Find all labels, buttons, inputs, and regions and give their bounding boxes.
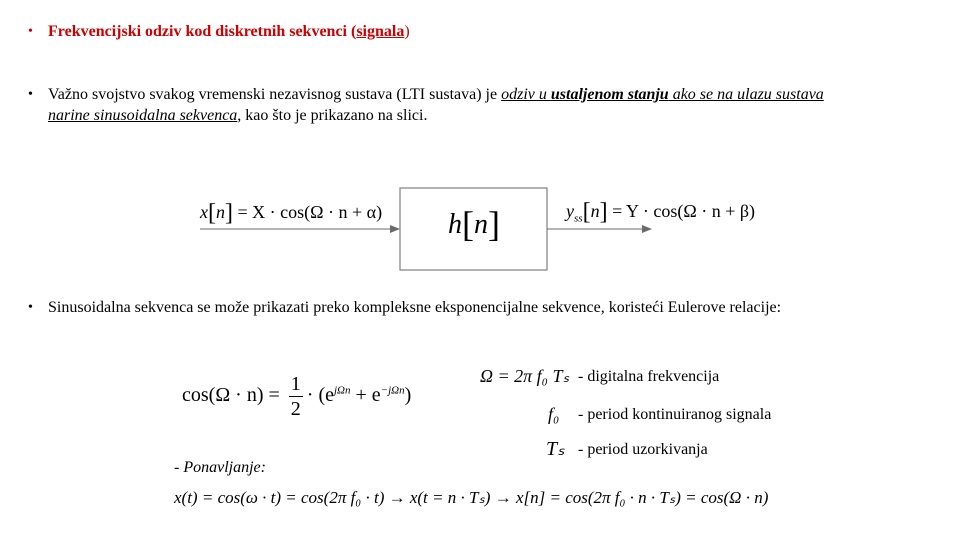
definition-symbol-ts: Tₛ [546,438,565,460]
title-part-2: signala [356,23,405,40]
repeat-label: - Ponavljanje: [174,459,266,476]
p1-underlined-2: ustaljenom stanju [550,86,669,103]
definition-symbol-f0: f₀ [548,404,560,424]
output-signal-formula: $y_{ss}[n] = Y \cdot \cos(\Omega \cdot n + \beta)$ [566,199,756,225]
p1-underlined-4: narine sinusoidalna sekvenca [48,107,238,124]
input-arrowhead-icon [390,225,400,233]
p1-plain-2: , kao što je prikazano na slici. [237,107,428,124]
title-part-3: ) [404,23,410,40]
definition-text-omega: - digitalna frekvencija [578,368,720,385]
final-formula: x(t) = cos(ω · t) = cos(2π f₀ · t) → x(t = n · Tₛ) → x[n] = cos(2π f₀ · n · Tₛ) = cos(Ω · n) [174,488,769,507]
bullet-icon: • [28,24,33,39]
input-signal-formula: x[n] = X · cos(Ω · n + α) [200,200,383,226]
definition-text-ts: - period uzorkivanja [578,441,708,458]
bullet-icon: • [28,87,33,102]
paragraph-1-line-2 [48,106,427,126]
paragraph-1-line-1 [48,85,824,105]
system-label: h[n] [448,204,500,244]
definition-text-f0: - period kontinuiranog signala [578,406,772,423]
euler-formula: cos(Ω · n) = $\frac{1}{2}$ · $(e^{j\Omega n} + e^{-j\Omega n})$ [182,373,412,420]
paragraph-2-text: Sinusoidalna sekvenca se može prikazati preko kompleksne eksponencijalne sekvence, koristeći Eulerove relacije: [48,299,782,316]
title-part-1: Frekvencijski odziv kod diskretnih sekvenci ( [48,23,357,40]
fraction: $\frac{1}{2}$ [290,373,301,420]
definition-symbol-omega: Ω = 2π f₀ Tₛ [480,366,570,386]
page-title [48,22,410,42]
p1-underlined-1: odziv u [501,86,551,103]
p1-plain: Važno svojstvo svakog vremenski nezavisnog sustava (LTI sustava) je [48,86,502,103]
p1-underlined-3: ako se na ulazu sustava [668,86,824,103]
bullet-icon: • [28,300,33,315]
